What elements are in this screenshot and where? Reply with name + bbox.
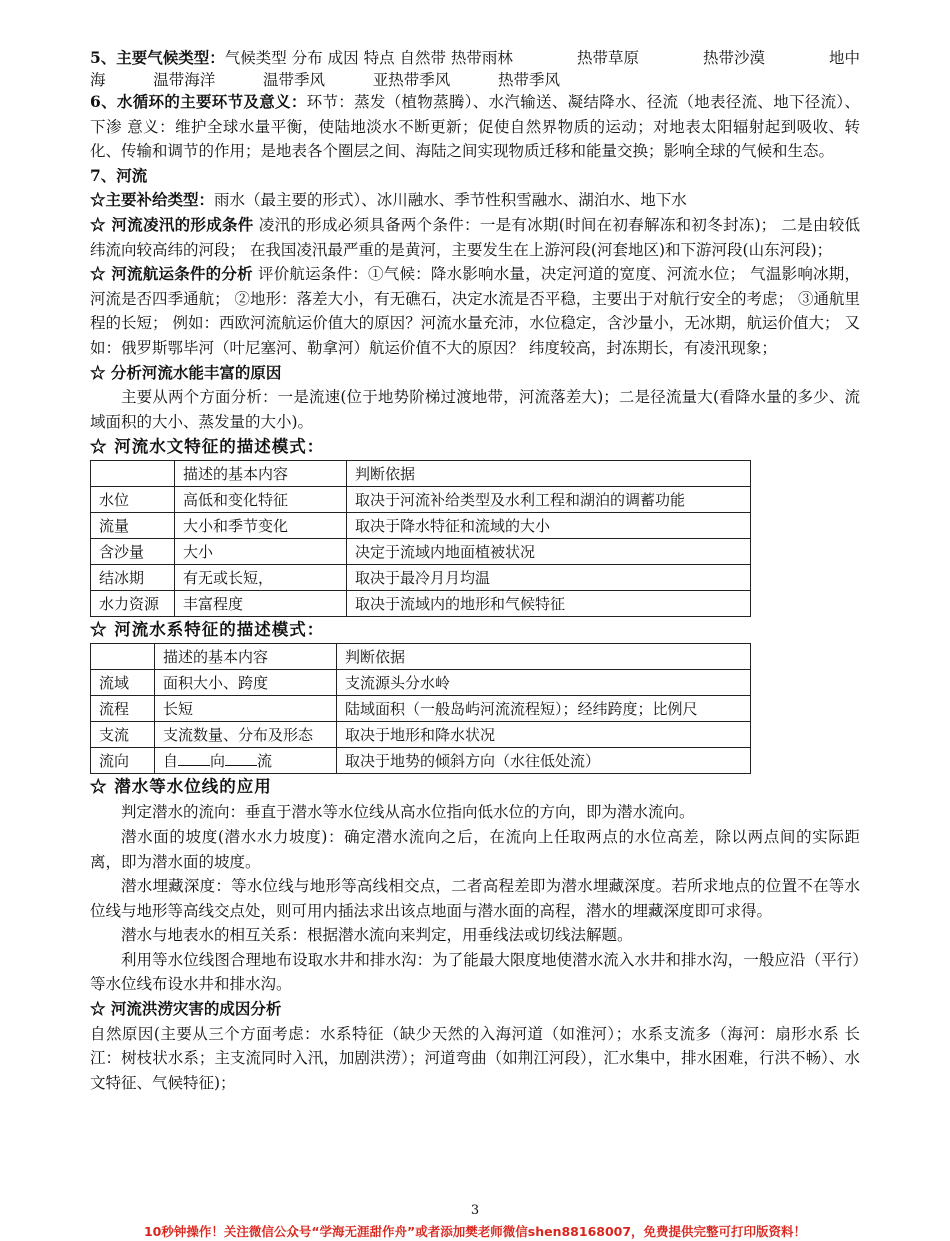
climate-types-heading: 5、主要气候类型： — [90, 48, 225, 67]
table-header-row: 描述的基本内容 判断依据 — [91, 461, 751, 487]
footer-promo: 10秒钟操作！关注微信公众号“学海无涯甜作舟”或者添加樊老师微信shen88168007，免费提供完整可打印版资料！ — [143, 1224, 807, 1239]
flood-heading: ☆ 河流洪涝灾害的成因分析 — [90, 999, 282, 1019]
table-row: 水力资源 丰富程度 取决于流域内的地形和气候特征 — [91, 591, 751, 617]
fill-blank — [225, 751, 257, 766]
climate-item: 地中 — [828, 49, 860, 67]
water-cycle-heading: 6、水循环的主要环节及意义： — [90, 92, 307, 111]
climate-types-line1 — [90, 46, 860, 68]
table-row: 流程 长短 陆域面积（一般岛屿河流流程短）；经纬跨度；比例尺 — [91, 696, 751, 722]
climate-item: 热带沙漠 — [702, 49, 765, 67]
table-header-row: 描述的基本内容 判断依据 — [91, 644, 751, 670]
navigation-paragraph: ☆ 河流航运条件的分析 评价航运条件：①气候：降水影响水量，决定河道的宽度、河流水位； 气温影响冰期，河流是否四季通航； ②地形：落差大小，有无礁石，决定水流是否平稳，主要出于对航行安全的考虑； ③通航里程的长短； 例如：西欧河流航运价值大的原因？河流水量充沛，水位稳定，含沙量小，无冰期，航运价值大； 又如：俄罗斯鄂毕河（叶尼塞河、勒拿河）航运价值不大的原因？ 纬度较高，封冻期长，有凌汛现象； — [90, 264, 860, 357]
table-row: 流量 大小和季节变化 取决于降水特征和流域的大小 — [91, 513, 751, 539]
groundwater-title: ☆ 潜水等水位线的应用 — [90, 777, 272, 797]
water-cycle-paragraph: 6、水循环的主要环节及意义：环节：蒸发（植物蒸腾）、水汽输送、凝结降水、径流（地表径流、地下径流）、下渗 意义：维护全球水量平衡，使陆地淡水不断更新；促使自然界物质的运动；对地表太阳辐射起到吸收、转化、传输和调节的作用；是地表各个圈层之间、海陆之间实现物质迁移和能量交换；影响全球的气候和生态。 — [90, 92, 860, 161]
hydro-table — [90, 460, 751, 617]
supply-paragraph: ☆主要补给类型：雨水（最主要的形式）、冰川融水、季节性积雪融水、湖泊水、地下水 — [90, 190, 687, 210]
fill-blank — [178, 751, 210, 766]
table-row: 支流 支流数量、分布及形态 取决于地形和降水状况 — [91, 722, 751, 748]
climate-item: 气候类型 分布 成因 特点 自然带 热带雨林 — [224, 49, 513, 67]
hydropower-heading: ☆ 分析河流水能丰富的原因 — [90, 362, 282, 382]
ice-flood-paragraph: ☆ 河流凌汛的形成条件 凌汛的形成必须具备两个条件：一是有冰期(时间在初春解冻和初冬封冻)； 二是由较低纬流向较高纬的河段； 在我国凌汛最严重的是黄河，主要发生在上游河段(河套地区)和下游河段(山东河段)； — [90, 214, 860, 259]
page-number: 3 — [470, 1203, 480, 1218]
table-row: 结冰期 有无或长短， 取决于最冷月月均温 — [91, 565, 751, 591]
hydro-table-title: ☆ 河流水文特征的描述模式： — [90, 437, 325, 457]
climate-item: 温带海洋 — [153, 71, 216, 89]
system-table — [90, 643, 751, 774]
climate-item: 温带季风 — [262, 71, 325, 89]
groundwater-paragraph: 潜水与地表水的相互关系：根据潜水流向来判定，用垂线法或切线法解题。 — [121, 926, 633, 945]
river-heading: 7、河流 — [90, 165, 148, 185]
system-table-title: ☆ 河流水系特征的描述模式： — [90, 620, 325, 640]
groundwater-paragraph: 潜水面的坡度(潜水水力坡度)：确定潜水流向之后，在流向上任取两点的水位高差，除以两点间的实际距离，即为潜水面的坡度。 — [90, 827, 860, 871]
climate-item: 亚热带季风 — [372, 71, 451, 89]
table-row: 流向 自 向 流 取决于地势的倾斜方向（水往低处流） — [91, 748, 751, 774]
groundwater-paragraph: 利用等水位线图合理地布设取水井和排水沟：为了能最大限度地使潜水流入水井和排水沟，一般应沿（平行）等水位线布设水井和排水沟。 — [90, 950, 860, 994]
climate-item: 热带草原 — [576, 49, 639, 67]
document-page — [90, 46, 860, 1095]
groundwater-paragraph: 潜水埋藏深度：等水位线与地形等高线相交点，二者高程差即为潜水埋藏深度。若所求地点的位置不在等水位线与地形等高线交点处，则可用内插法求出该点地面与潜水面的高程，潜水的埋藏深度即可求得。 — [90, 877, 860, 920]
table-row: 含沙量 大小 决定于流域内地面植被状况 — [91, 539, 751, 565]
climate-item: 海 — [90, 71, 106, 89]
hydropower-paragraph: 主要从两个方面分析：一是流速(位于地势阶梯过渡地带，河流落差大)；二是径流量大(看降水量的多少、流域面积的大小、蒸发量的大小)。 — [90, 388, 860, 431]
table-row: 流域 面积大小、跨度 支流源头分水岭 — [91, 670, 751, 696]
table-row: 水位 高低和变化特征 取决于河流补给类型及水利工程和湖泊的调蓄功能 — [91, 487, 751, 513]
climate-types-line2 — [90, 68, 560, 90]
flood-paragraph: 自然原因(主要从三个方面考虑：水系特征（缺少天然的入海河道（如淮河）；水系支流多（海河：扇形水系 长江：树枝状水系；主支流同时入汛，加剧洪涝）；河道弯曲（如荆江河段），汇水集中，排水困难，行洪不畅）、水文特征、气候特征)； — [90, 1024, 860, 1092]
climate-item: 热带季风 — [497, 71, 560, 89]
groundwater-paragraph: 判定潜水的流向：垂直于潜水等水位线从高水位指向低水位的方向，即为潜水流向。 — [121, 803, 695, 822]
